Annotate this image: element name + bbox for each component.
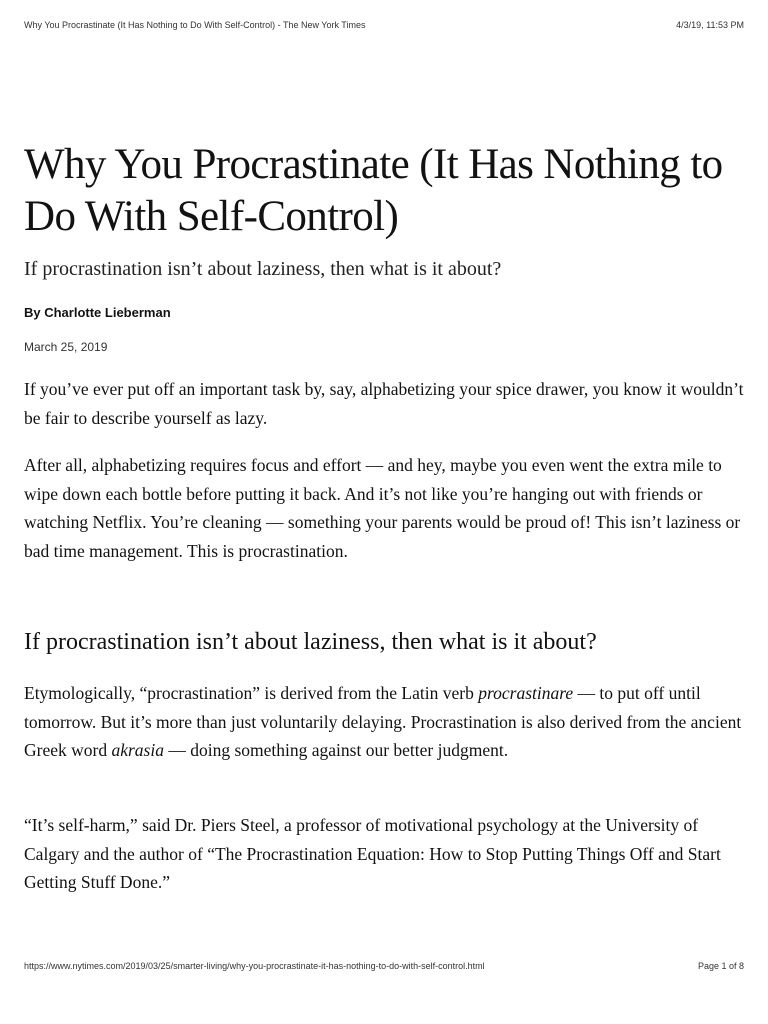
- paragraph-3: [24, 679, 744, 765]
- section-heading: If procrastination isn’t about laziness, then what is it about?: [24, 629, 597, 655]
- paragraph-3-text-a: Etymologically, “procrastination” is derived from the Latin verb: [24, 683, 479, 703]
- headline: Why You Procrastinate (It Has Nothing to Do With Self-Control): [24, 141, 723, 240]
- term-akrasia: akrasia: [111, 740, 164, 760]
- summary: If procrastination isn’t about laziness, then what is it about?: [24, 258, 502, 280]
- print-header-datetime: 4/3/19, 11:53 PM: [676, 20, 744, 30]
- paragraph-1: If you’ve ever put off an important task by, say, alphabetizing your spice drawer, you know it wouldn’t be fair to describe yourself as lazy.: [24, 379, 744, 428]
- page-number: Page 1 of 8: [697, 961, 744, 971]
- page-url: https://www.nytimes.com/2019/03/25/smarter-living/why-you-procrastinate-it-has-nothing-to-do-with-self-control.html: [24, 961, 485, 971]
- print-footer: [24, 961, 744, 971]
- byline: By Charlotte Lieberman: [24, 305, 171, 320]
- term-procrastinare: procrastinare: [478, 683, 574, 703]
- print-header: [24, 20, 744, 30]
- paragraph-3-text-c: — to put off until tomorrow. But it’s more than just voluntarily delaying. Procrastination is also derived from the ancient Greek word: [24, 683, 742, 760]
- paragraph-4: “It’s self-harm,” said Dr. Piers Steel, a professor of motivational psychology at the University of Calgary and the author of “The Procrastination Equation: How to Stop Putting Things Off and Start Getting Stuff Done.”: [24, 815, 721, 892]
- paragraph-3-text-e: — doing something against our better judgment.: [163, 740, 509, 760]
- publish-date: March 25, 2019: [24, 340, 108, 354]
- print-header-title: Why You Procrastinate (It Has Nothing to Do With Self-Control) - The New York Times: [24, 20, 366, 30]
- paragraph-2: After all, alphabetizing requires focus and effort — and hey, maybe you even went the extra mile to wipe down each bottle before putting it back. And it’s not like you’re hanging out with friends or watching Netflix. You’re cleaning — something your parents would be proud of! This isn’t laziness or bad time management. This is procrastination.: [24, 455, 741, 561]
